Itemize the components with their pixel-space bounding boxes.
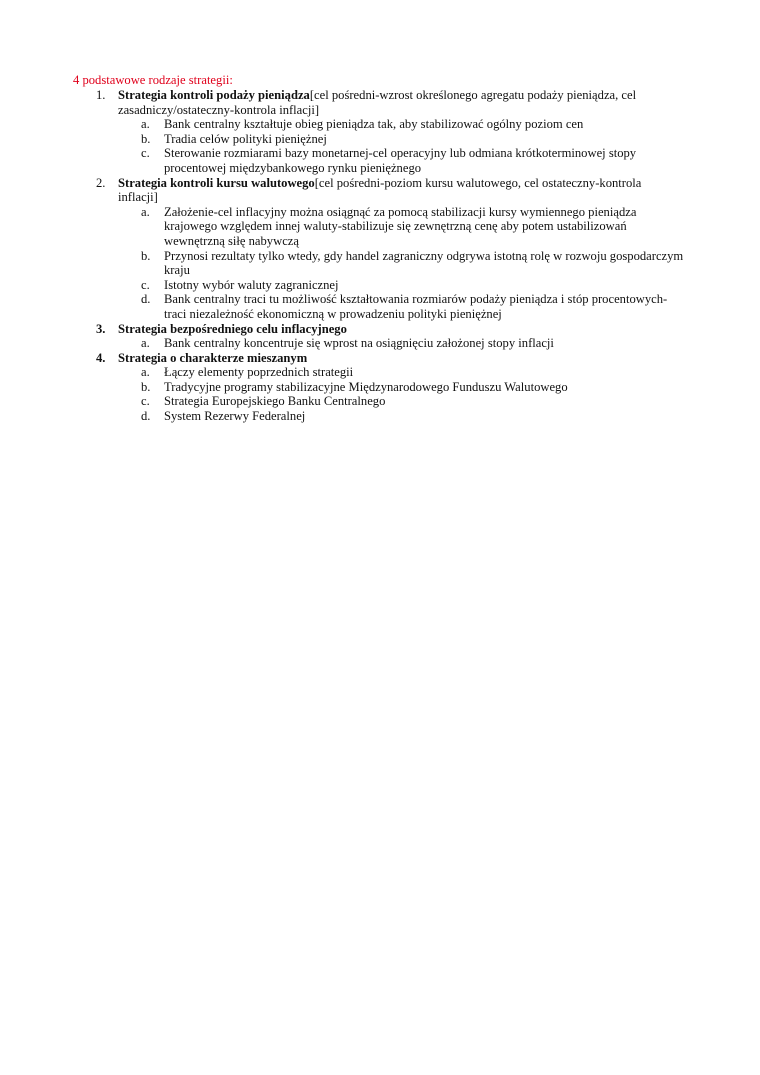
strategy-title: Strategia kontroli kursu walutowego	[118, 175, 315, 190]
sub-item-letter: b.	[141, 131, 151, 146]
sub-item	[0, 336, 684, 351]
strategy-description: [cel pośredni-wzrost określonego agregatu podaży pieniądza, cel zasadniczy/ostateczny-kontrola inflacji]	[118, 88, 637, 117]
sub-item	[0, 205, 684, 249]
sub-item	[0, 380, 684, 395]
sub-item-letter: a.	[141, 204, 150, 219]
sub-item-text: Bank centralny kształtuje obieg pieniądza tak, aby stabilizować ogólny poziom cen	[164, 117, 584, 132]
strategy-title: Strategia o charakterze mieszanym	[118, 350, 308, 365]
sub-item-letter: c.	[141, 146, 150, 161]
sub-item	[0, 394, 684, 409]
sub-item-text: Założenie-cel inflacyjny można osiągnąć za pomocą stabilizacji kursy wymiennego pieniądza krajowego względem innej waluty-stabilizuje się zewnętrzną cenę aby potem ustabilizowań wewnętrzną siłę nabywczą	[164, 204, 637, 248]
strategy-number: 4.	[96, 350, 106, 365]
sub-item-letter: b.	[141, 379, 151, 394]
sub-item	[0, 365, 684, 380]
sub-item-letter: a.	[141, 336, 150, 351]
strategy-number: 1.	[96, 88, 106, 102]
sub-item-text: Istotny wybór waluty zagranicznej	[164, 277, 339, 292]
strategy-title: Strategia kontroli podaży pieniądza	[118, 88, 310, 102]
sub-item-letter: a.	[141, 365, 150, 380]
sub-item	[0, 409, 684, 424]
sub-item-text: Sterowanie rozmiarami bazy monetarnej-cel operacyjny lub odmiana krótkoterminowej stopy procentowej międzybankowego rynku pieniężnego	[164, 146, 637, 175]
sub-item-text: Tradycyjne programy stabilizacyjne Międzynarodowego Funduszu Walutowego	[164, 379, 568, 394]
sub-item-text: Łączy elementy poprzednich strategii	[164, 365, 354, 380]
strategy-number: 3.	[96, 321, 106, 336]
strategy-item	[0, 322, 678, 337]
strategy-title: Strategia bezpośredniego celu inflacyjnego	[118, 321, 347, 336]
sub-item-text: Bank centralny koncentruje się wprost na osiągnięciu założonej stopy inflacji	[164, 336, 554, 351]
sub-item-text: System Rezerwy Federalnej	[164, 409, 306, 424]
sub-item	[0, 146, 684, 175]
sub-item-letter: d.	[141, 292, 151, 307]
sub-item	[0, 117, 684, 132]
document-heading: 4 podstawowe rodzaje strategii:	[73, 73, 233, 87]
strategy-number: 2.	[96, 175, 106, 190]
sub-item-letter: c.	[141, 394, 150, 409]
strategy-list	[0, 88, 760, 424]
sub-item-letter: a.	[141, 117, 150, 132]
sub-item-letter: c.	[141, 277, 150, 292]
sub-item-text: Przynosi rezultaty tylko wtedy, gdy handel zagraniczny odgrywa istotną rolę w rozwoju gospodarczym kraju	[164, 248, 684, 278]
sub-item-text: Tradia celów polityki pieniężnej	[164, 131, 327, 146]
sub-item-letter: d.	[141, 409, 151, 424]
sub-item	[0, 249, 684, 278]
strategy-item	[0, 351, 678, 366]
strategy-item	[0, 88, 678, 117]
sub-item	[0, 132, 684, 147]
sub-item-text: Strategia Europejskiego Banku Centralnego	[164, 394, 386, 409]
strategy-description: [cel pośredni-poziom kursu walutowego, cel ostateczny-kontrola inflacji]	[118, 175, 642, 205]
sub-item	[0, 278, 684, 293]
sub-item-text: Bank centralny traci tu możliwość kształtowania rozmiarów podaży pieniądza i stóp procentowych-traci niezależność ekonomiczną w prowadzeniu polityki pieniężnej	[164, 292, 668, 321]
sub-item-letter: b.	[141, 248, 151, 263]
sub-item	[0, 292, 684, 321]
strategy-item	[0, 176, 678, 205]
